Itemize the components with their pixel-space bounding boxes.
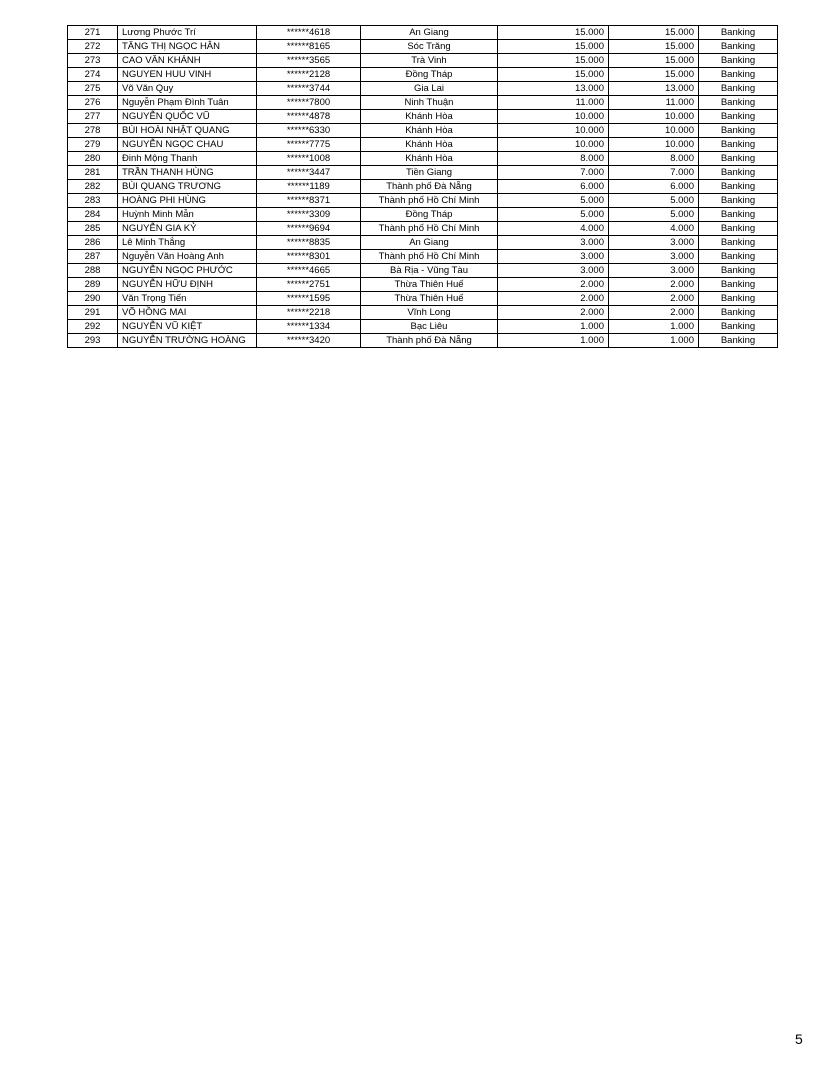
row-index: 272: [68, 40, 118, 54]
amount-1: 10.000: [498, 138, 609, 152]
province: Thừa Thiên Huế: [361, 278, 498, 292]
recipient-name: Lê Minh Thắng: [118, 236, 257, 250]
amount-1: 1.000: [498, 334, 609, 348]
masked-account: ******1189: [257, 180, 361, 194]
amount-1: 15.000: [498, 68, 609, 82]
masked-account: ******4878: [257, 110, 361, 124]
channel: Banking: [699, 54, 778, 68]
amount-2: 11.000: [609, 96, 699, 110]
amount-1: 4.000: [498, 222, 609, 236]
channel: Banking: [699, 278, 778, 292]
channel: Banking: [699, 250, 778, 264]
table-row: [68, 278, 778, 292]
province: Tiền Giang: [361, 166, 498, 180]
masked-account: ******8835: [257, 236, 361, 250]
amount-1: 2.000: [498, 292, 609, 306]
recipient-name: NGUYỄN VŨ KIỆT: [118, 320, 257, 334]
province: Khánh Hòa: [361, 138, 498, 152]
amount-1: 6.000: [498, 180, 609, 194]
channel: Banking: [699, 96, 778, 110]
amount-1: 1.000: [498, 320, 609, 334]
recipient-name: Đinh Mộng Thanh: [118, 152, 257, 166]
row-index: 275: [68, 82, 118, 96]
masked-account: ******3309: [257, 208, 361, 222]
province: Khánh Hòa: [361, 110, 498, 124]
amount-2: 1.000: [609, 334, 699, 348]
table-row: [68, 124, 778, 138]
recipient-name: CAO VĂN KHÁNH: [118, 54, 257, 68]
amount-2: 10.000: [609, 124, 699, 138]
province: Thừa Thiên Huế: [361, 292, 498, 306]
amount-2: 15.000: [609, 68, 699, 82]
channel: Banking: [699, 292, 778, 306]
amount-2: 10.000: [609, 138, 699, 152]
table-row: [68, 306, 778, 320]
table-row: [68, 82, 778, 96]
page-number: 5: [795, 1031, 803, 1047]
amount-1: 15.000: [498, 40, 609, 54]
masked-account: ******9694: [257, 222, 361, 236]
recipient-name: Nguyễn Phạm Đình Tuân: [118, 96, 257, 110]
channel: Banking: [699, 166, 778, 180]
province: Đồng Tháp: [361, 208, 498, 222]
row-index: 289: [68, 278, 118, 292]
row-index: 273: [68, 54, 118, 68]
recipient-name: NGUYỄN HỮU ĐỊNH: [118, 278, 257, 292]
table-body: [68, 26, 778, 348]
province: Gia Lai: [361, 82, 498, 96]
channel: Banking: [699, 152, 778, 166]
province: Khánh Hòa: [361, 124, 498, 138]
recipient-name: BÙI QUANG TRƯƠNG: [118, 180, 257, 194]
channel: Banking: [699, 26, 778, 40]
recipient-name: NGUYEN HUU VINH: [118, 68, 257, 82]
province: Thành phố Đà Nẵng: [361, 180, 498, 194]
province: Thành phố Hồ Chí Minh: [361, 194, 498, 208]
recipient-name: Võ Văn Quy: [118, 82, 257, 96]
channel: Banking: [699, 40, 778, 54]
amount-2: 5.000: [609, 194, 699, 208]
table-row: [68, 166, 778, 180]
table-row: [68, 54, 778, 68]
amount-1: 5.000: [498, 208, 609, 222]
recipient-name: BÙI HOÀI NHẬT QUANG: [118, 124, 257, 138]
channel: Banking: [699, 264, 778, 278]
channel: Banking: [699, 138, 778, 152]
row-index: 274: [68, 68, 118, 82]
amount-2: 15.000: [609, 26, 699, 40]
row-index: 287: [68, 250, 118, 264]
table-row: [68, 264, 778, 278]
row-index: 286: [68, 236, 118, 250]
amount-2: 3.000: [609, 236, 699, 250]
amount-2: 2.000: [609, 306, 699, 320]
province: Khánh Hòa: [361, 152, 498, 166]
row-index: 282: [68, 180, 118, 194]
channel: Banking: [699, 222, 778, 236]
amount-1: 3.000: [498, 236, 609, 250]
amount-2: 15.000: [609, 54, 699, 68]
recipient-name: TRẦN THANH HÙNG: [118, 166, 257, 180]
amount-2: 2.000: [609, 292, 699, 306]
donor-list-table: [67, 25, 778, 348]
masked-account: ******7775: [257, 138, 361, 152]
amount-2: 4.000: [609, 222, 699, 236]
masked-account: ******3565: [257, 54, 361, 68]
masked-account: ******6330: [257, 124, 361, 138]
recipient-name: HOÀNG PHI HÙNG: [118, 194, 257, 208]
row-index: 292: [68, 320, 118, 334]
channel: Banking: [699, 124, 778, 138]
row-index: 285: [68, 222, 118, 236]
amount-1: 3.000: [498, 250, 609, 264]
province: An Giang: [361, 236, 498, 250]
row-index: 284: [68, 208, 118, 222]
channel: Banking: [699, 194, 778, 208]
channel: Banking: [699, 68, 778, 82]
table-row: [68, 250, 778, 264]
amount-2: 8.000: [609, 152, 699, 166]
province: Bà Rịa - Vũng Tàu: [361, 264, 498, 278]
province: Thành phố Đà Nẵng: [361, 334, 498, 348]
masked-account: ******4618: [257, 26, 361, 40]
row-index: 293: [68, 334, 118, 348]
channel: Banking: [699, 236, 778, 250]
table-row: [68, 152, 778, 166]
province: Trà Vinh: [361, 54, 498, 68]
amount-1: 2.000: [498, 278, 609, 292]
row-index: 290: [68, 292, 118, 306]
amount-2: 7.000: [609, 166, 699, 180]
amount-2: 13.000: [609, 82, 699, 96]
recipient-name: Huỳnh Minh Mẫn: [118, 208, 257, 222]
row-index: 283: [68, 194, 118, 208]
masked-account: ******1008: [257, 152, 361, 166]
masked-account: ******2128: [257, 68, 361, 82]
recipient-name: Lương Phước Trí: [118, 26, 257, 40]
masked-account: ******4665: [257, 264, 361, 278]
channel: Banking: [699, 320, 778, 334]
row-index: 280: [68, 152, 118, 166]
channel: Banking: [699, 306, 778, 320]
amount-2: 10.000: [609, 110, 699, 124]
row-index: 279: [68, 138, 118, 152]
province: Bạc Liêu: [361, 320, 498, 334]
masked-account: ******8371: [257, 194, 361, 208]
amount-2: 5.000: [609, 208, 699, 222]
masked-account: ******3744: [257, 82, 361, 96]
province: Vĩnh Long: [361, 306, 498, 320]
recipient-name: NGUYỄN QUỐC VŨ: [118, 110, 257, 124]
masked-account: ******1334: [257, 320, 361, 334]
masked-account: ******3420: [257, 334, 361, 348]
row-index: 288: [68, 264, 118, 278]
province: Thành phố Hồ Chí Minh: [361, 222, 498, 236]
table-row: [68, 138, 778, 152]
table-row: [68, 292, 778, 306]
masked-account: ******1595: [257, 292, 361, 306]
table-row: [68, 334, 778, 348]
amount-1: 13.000: [498, 82, 609, 96]
row-index: 281: [68, 166, 118, 180]
amount-1: 11.000: [498, 96, 609, 110]
province: Sóc Trăng: [361, 40, 498, 54]
table-row: [68, 180, 778, 194]
row-index: 277: [68, 110, 118, 124]
recipient-name: Văn Trọng Tiến: [118, 292, 257, 306]
amount-1: 8.000: [498, 152, 609, 166]
recipient-name: Nguyễn Văn Hoàng Anh: [118, 250, 257, 264]
amount-2: 15.000: [609, 40, 699, 54]
amount-1: 5.000: [498, 194, 609, 208]
channel: Banking: [699, 208, 778, 222]
row-index: 271: [68, 26, 118, 40]
table-row: [68, 40, 778, 54]
amount-1: 10.000: [498, 110, 609, 124]
masked-account: ******7800: [257, 96, 361, 110]
recipient-name: TĂNG THỊ NGỌC HÂN: [118, 40, 257, 54]
recipient-name: VÕ HỒNG MAI: [118, 306, 257, 320]
amount-1: 3.000: [498, 264, 609, 278]
row-index: 276: [68, 96, 118, 110]
masked-account: ******3447: [257, 166, 361, 180]
amount-2: 3.000: [609, 264, 699, 278]
row-index: 278: [68, 124, 118, 138]
amount-2: 1.000: [609, 320, 699, 334]
amount-1: 15.000: [498, 54, 609, 68]
table-row: [68, 110, 778, 124]
recipient-name: NGUYỄN GIA KỶ: [118, 222, 257, 236]
table-row: [68, 208, 778, 222]
channel: Banking: [699, 110, 778, 124]
channel: Banking: [699, 180, 778, 194]
table-row: [68, 68, 778, 82]
amount-2: 2.000: [609, 278, 699, 292]
amount-2: 6.000: [609, 180, 699, 194]
province: Thành phố Hồ Chí Minh: [361, 250, 498, 264]
amount-2: 3.000: [609, 250, 699, 264]
amount-1: 2.000: [498, 306, 609, 320]
channel: Banking: [699, 82, 778, 96]
masked-account: ******2218: [257, 306, 361, 320]
amount-1: 10.000: [498, 124, 609, 138]
table-row: [68, 222, 778, 236]
row-index: 291: [68, 306, 118, 320]
province: Đồng Tháp: [361, 68, 498, 82]
province: Ninh Thuận: [361, 96, 498, 110]
table-row: [68, 194, 778, 208]
province: An Giang: [361, 26, 498, 40]
amount-1: 7.000: [498, 166, 609, 180]
recipient-name: NGUYỄN NGỌC PHƯỚC: [118, 264, 257, 278]
masked-account: ******2751: [257, 278, 361, 292]
table-row: [68, 26, 778, 40]
table-row: [68, 236, 778, 250]
table-row: [68, 320, 778, 334]
recipient-name: NGUYỄN NGỌC CHAU: [118, 138, 257, 152]
masked-account: ******8301: [257, 250, 361, 264]
recipient-name: NGUYỄN TRƯỜNG HOÀNG: [118, 334, 257, 348]
masked-account: ******8165: [257, 40, 361, 54]
table-row: [68, 96, 778, 110]
amount-1: 15.000: [498, 26, 609, 40]
channel: Banking: [699, 334, 778, 348]
